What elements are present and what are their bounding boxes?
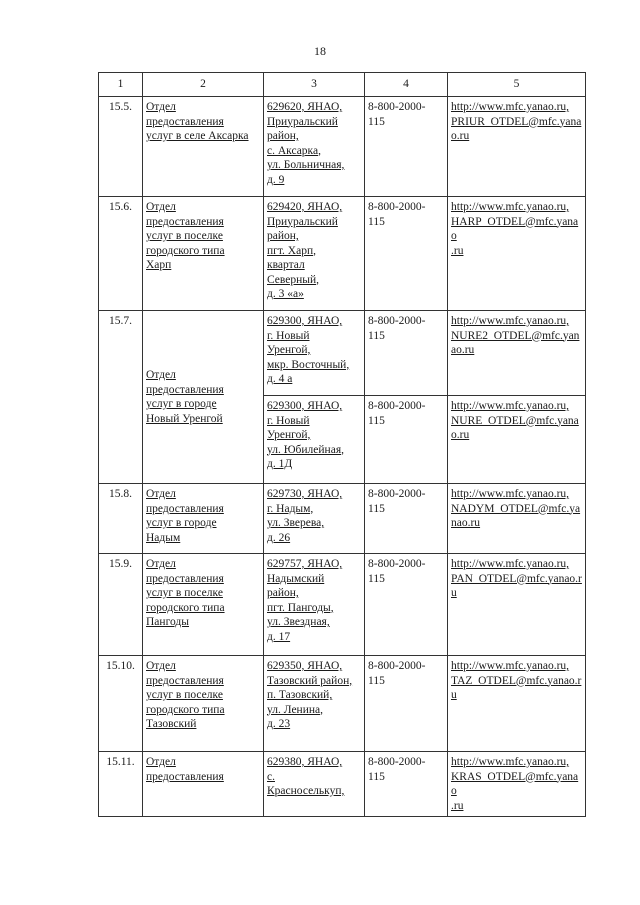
office-name-line: городского типа bbox=[146, 244, 225, 257]
office-contacts-line: http://www.mfc.yanao.ru, bbox=[451, 315, 570, 327]
header-col-5: 5 bbox=[448, 73, 586, 97]
row-number: 15.5. bbox=[99, 97, 143, 197]
office-contacts-line: NURE2_OTDEL@mfc.yan bbox=[451, 329, 580, 342]
page-number: 18 bbox=[314, 44, 326, 58]
office-contacts-line: TAZ_OTDEL@mfc.yanao.r bbox=[451, 674, 582, 687]
office-phone-line: 8-800-2000- bbox=[368, 756, 426, 768]
office-phone-line: 115 bbox=[368, 502, 385, 515]
office-name-line: Надым bbox=[146, 531, 181, 544]
office-contacts-line: nao.ru bbox=[451, 517, 481, 529]
office-name bbox=[143, 554, 264, 656]
office-address-line: д. 23 bbox=[267, 718, 291, 730]
office-name-line: услуг в городе bbox=[146, 517, 217, 529]
office-address-line: Северный, bbox=[267, 273, 320, 286]
office-address-line: д. 1Д bbox=[267, 458, 293, 470]
office-contacts bbox=[448, 752, 586, 817]
office-phone bbox=[365, 484, 448, 554]
office-phone-line: 115 bbox=[368, 329, 385, 342]
office-contacts-line: .ru bbox=[451, 244, 464, 257]
office-address-line: Уренгой, bbox=[267, 344, 311, 356]
office-name-line: Отдел bbox=[146, 369, 176, 381]
office-contacts-line: http://www.mfc.yanao.ru, bbox=[451, 756, 570, 768]
office-address-line: 629620, ЯНАО, bbox=[267, 101, 343, 113]
office-contacts bbox=[448, 311, 586, 396]
office-name-line: Отдел bbox=[146, 756, 176, 768]
office-address-line: с. bbox=[267, 770, 275, 783]
office-contacts-line: o.ru bbox=[451, 429, 470, 441]
row-number: 15.9. bbox=[99, 554, 143, 656]
office-address bbox=[264, 752, 365, 817]
office-contacts-line: HARP_OTDEL@mfc.yanao bbox=[451, 215, 579, 242]
office-contacts-line: http://www.mfc.yanao.ru, bbox=[451, 101, 570, 113]
office-address bbox=[264, 97, 365, 197]
office-address-line: 629757, ЯНАО, bbox=[267, 558, 343, 570]
office-name-line: Отдел bbox=[146, 201, 176, 213]
office-address-line: район, bbox=[267, 130, 299, 142]
office-address-line: Уренгой, bbox=[267, 429, 311, 441]
office-name-line: предоставления bbox=[146, 770, 224, 783]
office-address-line: пгт. Пангоды, bbox=[267, 601, 334, 614]
office-address-line: д. 9 bbox=[267, 173, 285, 186]
office-phone-line: 115 bbox=[368, 674, 385, 687]
table-row bbox=[99, 484, 586, 554]
office-address-line: д. 17 bbox=[267, 630, 291, 643]
office-name-line: услуг в поселке bbox=[146, 230, 223, 242]
office-contacts bbox=[448, 97, 586, 197]
table-header-row bbox=[99, 73, 586, 97]
office-address-line: д. 3 «а» bbox=[267, 288, 304, 300]
office-phone-line: 115 bbox=[368, 572, 385, 585]
office-phone bbox=[365, 752, 448, 817]
office-phone bbox=[365, 97, 448, 197]
office-contacts-line: u bbox=[451, 587, 457, 599]
header-col-1: 1 bbox=[99, 73, 143, 97]
header-col-4: 4 bbox=[365, 73, 448, 97]
office-address-line: д. 26 bbox=[267, 531, 291, 544]
office-contacts bbox=[448, 554, 586, 656]
office-address-line: Приуральский bbox=[267, 115, 338, 128]
office-phone-line: 8-800-2000- bbox=[368, 101, 426, 113]
row-number: 15.8. bbox=[99, 484, 143, 554]
office-address-line: район, bbox=[267, 587, 299, 599]
office-address-line: ул. Зверева, bbox=[267, 517, 325, 529]
office-address bbox=[264, 197, 365, 311]
row-number: 15.11. bbox=[99, 752, 143, 817]
office-phone-line: 8-800-2000- bbox=[368, 201, 426, 213]
office-contacts-line: ao.ru bbox=[451, 344, 475, 356]
table-row bbox=[99, 311, 586, 396]
mfc-offices-table bbox=[98, 72, 586, 817]
header-col-3: 3 bbox=[264, 73, 365, 97]
office-phone bbox=[365, 197, 448, 311]
office-address-line: с. Аксарка, bbox=[267, 144, 321, 157]
office-contacts-line: KRAS_OTDEL@mfc.yanao bbox=[451, 770, 579, 797]
office-address-line: п. Тазовский, bbox=[267, 689, 333, 701]
office-contacts-line: http://www.mfc.yanao.ru, bbox=[451, 400, 570, 412]
office-name-line: услуг в городе bbox=[146, 398, 217, 410]
office-address-line: 629420, ЯНАО, bbox=[267, 201, 343, 213]
office-address-line: 629350, ЯНАО, bbox=[267, 660, 343, 672]
office-address-line: г. Надым, bbox=[267, 502, 314, 515]
office-contacts-line: http://www.mfc.yanao.ru, bbox=[451, 660, 570, 672]
office-contacts bbox=[448, 484, 586, 554]
office-name-line: услуг в поселке bbox=[146, 689, 223, 701]
office-address bbox=[264, 484, 365, 554]
office-phone-line: 8-800-2000- bbox=[368, 558, 426, 570]
office-name bbox=[143, 656, 264, 752]
table-row bbox=[99, 554, 586, 656]
table-row bbox=[99, 197, 586, 311]
office-address bbox=[264, 396, 365, 484]
office-address-line: 629380, ЯНАО, bbox=[267, 756, 343, 768]
office-name-line: предоставления bbox=[146, 383, 224, 396]
office-phone-line: 115 bbox=[368, 215, 385, 228]
office-address-line: пгт. Харп, bbox=[267, 244, 316, 257]
office-name-line: Отдел bbox=[146, 558, 176, 570]
office-name bbox=[143, 197, 264, 311]
office-address-line: Красноселькуп, bbox=[267, 785, 345, 797]
office-address-line: 629300, ЯНАО, bbox=[267, 315, 343, 327]
office-name bbox=[143, 752, 264, 817]
office-contacts-line: NADYM_OTDEL@mfc.ya bbox=[451, 502, 581, 515]
office-address-line: ул. Звездная, bbox=[267, 616, 330, 628]
office-contacts-line: u bbox=[451, 689, 457, 701]
office-phone-line: 115 bbox=[368, 770, 385, 783]
office-name-line: Харп bbox=[146, 259, 172, 271]
office-address bbox=[264, 311, 365, 396]
table-row bbox=[99, 97, 586, 197]
office-name-line: Новый Уренгой bbox=[146, 412, 223, 425]
office-address-line: 629300, ЯНАО, bbox=[267, 400, 343, 412]
office-name-line: предоставления bbox=[146, 502, 224, 515]
office-phone bbox=[365, 311, 448, 396]
office-name-line: городского типа bbox=[146, 703, 225, 716]
row-number: 15.6. bbox=[99, 197, 143, 311]
office-address-line: квартал bbox=[267, 259, 305, 271]
office-address-line: Приуральский bbox=[267, 215, 338, 228]
office-name-line: городского типа bbox=[146, 601, 225, 614]
header-col-2: 2 bbox=[143, 73, 264, 97]
office-contacts-line: PAN_OTDEL@mfc.yanao.r bbox=[451, 572, 582, 585]
office-phone bbox=[365, 396, 448, 484]
row-number: 15.10. bbox=[99, 656, 143, 752]
office-phone-line: 115 bbox=[368, 414, 385, 427]
office-phone-line: 8-800-2000- bbox=[368, 400, 426, 412]
office-name-line: предоставления bbox=[146, 115, 224, 128]
office-phone-line: 8-800-2000- bbox=[368, 315, 426, 327]
office-contacts-line: NURE_OTDEL@mfc.yana bbox=[451, 414, 579, 427]
office-phone-line: 115 bbox=[368, 115, 385, 128]
row-number: 15.7. bbox=[99, 311, 143, 484]
office-phone-line: 8-800-2000- bbox=[368, 660, 426, 672]
office-address-line: Тазовский район, bbox=[267, 674, 353, 687]
office-address-line: 629730, ЯНАО, bbox=[267, 488, 343, 500]
office-address-line: ул. Ленина, bbox=[267, 703, 324, 716]
table-row bbox=[99, 752, 586, 817]
office-name bbox=[143, 97, 264, 197]
office-address-line: д. 4 а bbox=[267, 373, 293, 385]
office-contacts-line: http://www.mfc.yanao.ru, bbox=[451, 488, 570, 500]
office-name-line: Тазовский bbox=[146, 718, 197, 730]
office-address-line: район, bbox=[267, 230, 299, 242]
office-name-line: Пангоды bbox=[146, 616, 189, 628]
office-name-line: Отдел bbox=[146, 660, 176, 672]
office-contacts-line: o.ru bbox=[451, 130, 470, 142]
office-contacts-line: PRIUR_OTDEL@mfc.yana bbox=[451, 115, 582, 128]
office-name-line: услуг в селе Аксарка bbox=[146, 130, 249, 142]
office-address bbox=[264, 656, 365, 752]
office-phone bbox=[365, 554, 448, 656]
office-address-line: г. Новый bbox=[267, 329, 310, 342]
office-name bbox=[143, 311, 264, 484]
office-name-line: предоставления bbox=[146, 674, 224, 687]
office-address bbox=[264, 554, 365, 656]
office-name-line: Отдел bbox=[146, 488, 176, 500]
office-address-line: Надымский bbox=[267, 572, 325, 585]
office-contacts bbox=[448, 396, 586, 484]
office-name-line: Отдел bbox=[146, 101, 176, 113]
office-name-line: предоставления bbox=[146, 215, 224, 228]
office-address-line: мкр. Восточный, bbox=[267, 358, 350, 371]
table-row bbox=[99, 656, 586, 752]
office-contacts-line: http://www.mfc.yanao.ru, bbox=[451, 558, 570, 570]
office-address-line: ул. Больничная, bbox=[267, 159, 345, 171]
office-address-line: ул. Юбилейная, bbox=[267, 443, 344, 456]
office-name bbox=[143, 484, 264, 554]
office-contacts-line: http://www.mfc.yanao.ru, bbox=[451, 201, 570, 213]
office-phone bbox=[365, 656, 448, 752]
office-address-line: г. Новый bbox=[267, 414, 310, 427]
office-contacts bbox=[448, 656, 586, 752]
office-name-line: предоставления bbox=[146, 572, 224, 585]
office-contacts-line: .ru bbox=[451, 799, 464, 812]
office-name-line: услуг в поселке bbox=[146, 587, 223, 599]
office-phone-line: 8-800-2000- bbox=[368, 488, 426, 500]
office-contacts bbox=[448, 197, 586, 311]
